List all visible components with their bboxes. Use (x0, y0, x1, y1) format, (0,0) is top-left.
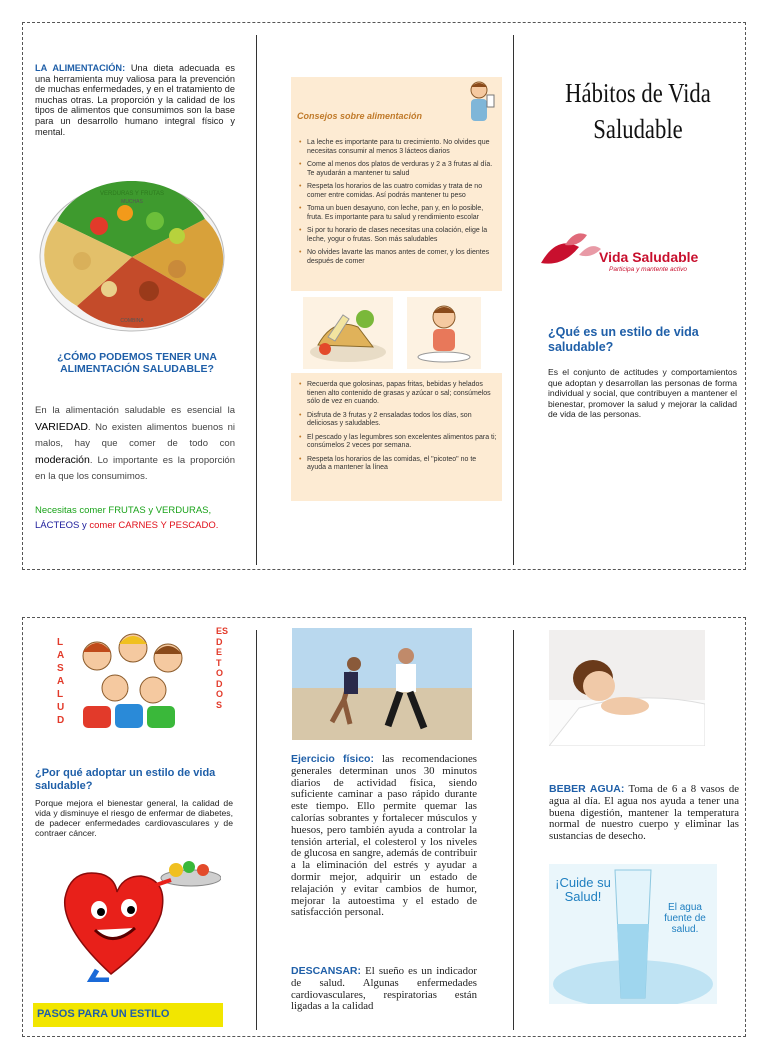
para-part3: . Lo importante es la proporción en la que los consumimos. (35, 455, 235, 482)
para-part2: . No existen alimentos buenos ni malos, hay que comer de todo con (35, 422, 235, 449)
logo-sub-text: Participa y mantente activo (609, 266, 688, 273)
boy-eating-illustration (407, 297, 481, 369)
tip-item: • No olvides lavarte las manos antes de comer, y los dientes después de comer (299, 249, 497, 266)
consejos-tips-list (299, 139, 497, 271)
tip-item: • Toma un buen desayuno, con leche, pan y, en lo posible, fruta. Es importante para tu salud y rendimiento escolar (299, 205, 497, 222)
cuide-su-salud-text: ¡Cuide su Salud! (555, 875, 611, 904)
pasos-banner (33, 1003, 223, 1027)
tip-item: • La leche es importante para tu crecimiento. No olvides que necesitas consumir al menos 3 lácteos diarios (299, 139, 497, 156)
girl-drinking-illustration (463, 79, 499, 125)
ejercicio-heading: Ejercicio físico: (291, 753, 374, 765)
tip-item: • Respeta los horarios de las comidas, el "picoteo" no te ayuda a mantener la línea (299, 456, 497, 473)
badge-la-salud: LA SALUD (57, 637, 65, 726)
sleeping-woman-photo (549, 630, 705, 746)
brochure-inner-side (22, 617, 746, 1037)
descansar-paragraph (291, 966, 477, 1013)
carnes-text: comer CARNES Y PESCADO. (89, 520, 219, 531)
tip-item: • Recuerda que golosinas, papas fritas, bebidas y helados tienen alto contenido de grasas y azúcar o sal; consúmelos sólo de vez en cuando. (299, 381, 497, 407)
brochure-title: Hábitos de Vida Saludable (565, 78, 711, 144)
frutas-verduras-text: FRUTAS y VERDURAS, (108, 505, 212, 516)
descansar-text: El sueño es un indicador de salud. Algunas enfermedades cardiovasculares, respiratorias están ligadas a la calidad (291, 965, 477, 1013)
pasos-heading: PASOS PARA UN ESTILO (37, 1008, 170, 1020)
tip-item: • Respeta los horarios de las cuatro comidas y trata de no comer entre comidas. Así podrás mantener tu peso (299, 183, 497, 200)
consejos-card-bottom (291, 373, 502, 501)
beber-agua-paragraph (549, 784, 739, 843)
agua-heading: BEBER AGUA: (549, 783, 625, 795)
que-es-question: ¿Qué es un estilo de vida saludable? (548, 325, 699, 354)
happy-heart-illustration (51, 858, 221, 982)
para-variedad: VARIEDAD (35, 421, 88, 433)
por-que-question: ¿Por qué adoptar un estilo de vida saludable? (35, 767, 216, 792)
fold-line-2 (513, 630, 514, 1030)
brochure-outer-side (22, 22, 746, 570)
y-text: y (79, 520, 90, 531)
fold-line-1 (256, 630, 257, 1030)
para-part1: En la alimentación saludable es esencial la (35, 405, 235, 416)
tip-item: • Come al menos dos platos de verduras y 2 a 3 frutas al día. Te ayudarán a mantener tu salud (299, 161, 497, 178)
tip-item: • El pescado y las legumbres son excelentes alimentos para ti; consúmelos 2 veces por semana. (299, 434, 497, 451)
consejos-card (291, 77, 502, 291)
ejercicio-paragraph (291, 754, 477, 919)
ejercicio-text: las recomendaciones generales determinan unos 30 minutos diarios de actividad física, siendo suficiente caminar a paso rápido durante este tiempo. Ello permite quemar las calorías sobrantes y fortalecer músculos y huesos, pero también ayuda a controlar la tensión arterial, el colesterol y los niveles de glucosa en sangre, además de contribuir a la eliminación del estrés y ayudar a dormir mejor, adquirir un estado de relajación y evitar cambios de humor, mejorar la autoestima y el estado de satisfacción personal. (291, 753, 477, 919)
variedad-paragraph (35, 403, 235, 485)
water-glass-image (549, 864, 717, 1004)
logo-main-text: Vida Saludable (599, 249, 699, 265)
por-que-answer: Porque mejora el bienestar general, la calidad de vida y disminuye el riesgo de enfermar de diabetes, de padecer enfermedades cardiovasculares y de contraer cáncer. (35, 798, 233, 838)
que-es-answer: Es el conjunto de actitudes y comportamientos que adoptan y desarrollan las personas de forma individual y social, que contribuyen a mantener el bienestar, promover la salud y mejorar la calidad de vida de las personas. (548, 367, 737, 420)
fold-line-1 (256, 35, 257, 565)
food-illustration (303, 297, 393, 369)
consejos-tips-list-bottom (299, 381, 497, 478)
alimentacion-text: Una dieta adecuada es una herramienta muy valiosa para la prevención de muchas enfermedades, y en el tratamiento de muchas otras. La proporción y la calidad de los tipos de alimentos que consumimos son la base para un desarrollo humano integral físico y mental. (35, 63, 235, 137)
agua-fuente-text: El agua fuente de salud. (664, 902, 706, 935)
vida-saludable-logo (539, 227, 733, 279)
necesitas-text: Necesitas comer (35, 505, 109, 516)
fold-line-2 (513, 35, 514, 565)
tip-item: • Si por tu horario de clases necesitas una colación, elige la leche, yogur o frutas. Son más saludables (299, 227, 497, 244)
tip-item: • Disfruta de 3 frutas y 2 ensaladas todos los días, son deliciosas y saludables. (299, 412, 497, 429)
plate-label-verduras: VERDURAS Y FRUTAS (99, 191, 165, 197)
descansar-heading: DESCANSAR: (291, 965, 362, 977)
para-moderacion: moderación (35, 454, 90, 466)
plate-label-muchas: MUCHAS (121, 199, 143, 205)
la-salud-es-de-todos-image (53, 626, 233, 732)
necesitas-comer-line (35, 503, 240, 533)
alimentacion-paragraph (35, 63, 235, 137)
food-plate-image (37, 181, 227, 333)
running-couple-photo (292, 628, 472, 740)
como-alimentacion-question: ¿CÓMO PODEMOS TENER UNA ALIMENTACIÓN SALUDABLE? (57, 351, 217, 375)
alimentacion-heading: LA ALIMENTACIÓN: (35, 63, 126, 73)
lacteos-text: LÁCTEOS (35, 520, 80, 531)
agua-text: Toma de 6 a 8 vasos de agua al día. El agua nos ayuda a tener una buena digestión, mantener la temperatura normal de nuestro cuerpo y eliminar las sustancias de desecho. (549, 783, 740, 843)
consejos-title: Consejos sobre alimentación (297, 111, 423, 121)
badge-es-de-todos: ES DE TODOS (216, 626, 229, 710)
plate-label-combina: COMBINA (120, 318, 144, 324)
